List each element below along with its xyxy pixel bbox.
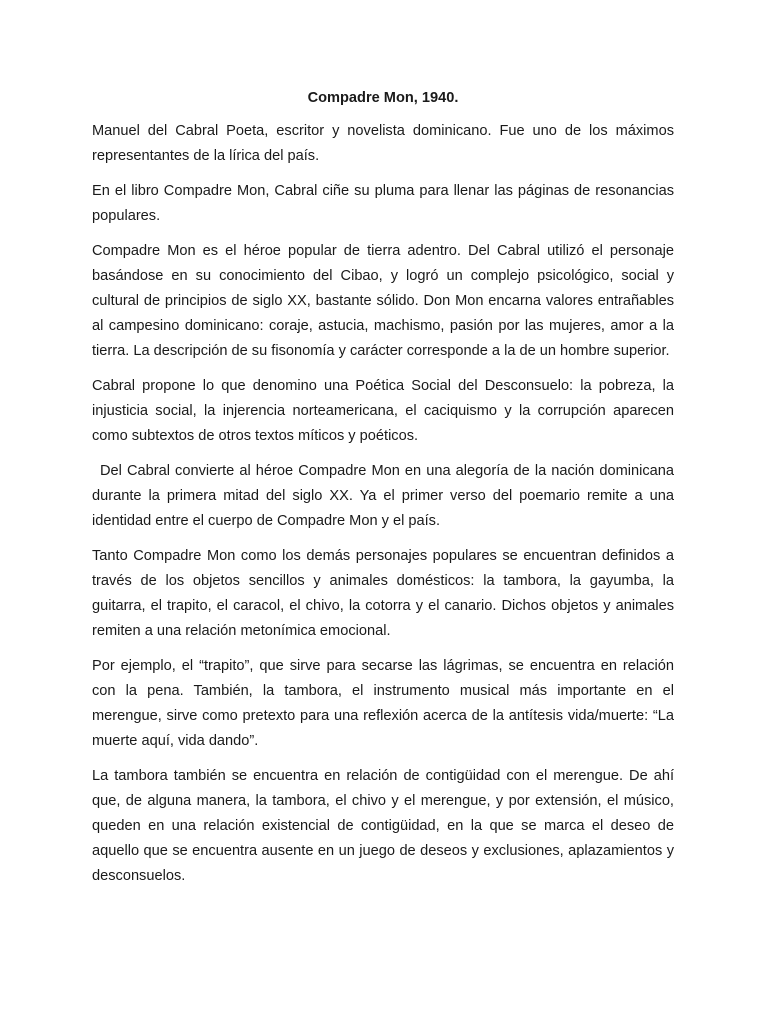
paragraph-6: Tanto Compadre Mon como los demás personajes populares se encuentran definidos a través de los objetos sencillos y animales domésticos: la tambora, la gayumba, la guitarra, el trapito, el caracol, el chivo, la cotorra y el canario. Dichos objetos y animales remiten a una relación metonímica emocional. <box>92 548 674 639</box>
paragraph-7: Por ejemplo, el “trapito”, que sirve para secarse las lágrimas, se encuentra en relación con la pena. También, la tambora, el instrumento musical más importante en el merengue, sirve como pretexto para una reflexión acerca de la antítesis vida/muerte: “La muerte aquí, vida dando”. <box>92 658 674 749</box>
paragraph-2: En el libro Compadre Mon, Cabral ciñe su pluma para llenar las páginas de resonancias populares. <box>92 183 674 224</box>
paragraph-4: Cabral propone lo que denomino una Poética Social del Desconsuelo: la pobreza, la injusticia social, la injerencia norteamericana, el caciquismo y la corrupción aparecen como subtextos de otros textos míticos y poéticos. <box>92 378 674 444</box>
paragraph-1: Manuel del Cabral Poeta, escritor y novelista dominicano. Fue uno de los máximos representantes de la lírica del país. <box>92 123 674 164</box>
paragraph-3: Compadre Mon es el héroe popular de tierra adentro. Del Cabral utilizó el personaje basándose en su conocimiento del Cibao, y logró un complejo psicológico, social y cultural de principios de siglo XX, bastante sólido. Don Mon encarna valores entrañables al campesino dominicano: coraje, astucia, machismo, pasión por las mujeres, amor a la tierra. La descripción de su fisonomía y carácter corresponde a la de un hombre superior. <box>92 243 674 359</box>
document-title: Compadre Mon, 1940. <box>307 90 459 106</box>
paragraph-5: Del Cabral convierte al héroe Compadre Mon en una alegoría de la nación dominicana durante la primera mitad del siglo XX. Ya el primer verso del poemario remite a una identidad entre el cuerpo de Compadre Mon y el país. <box>92 463 674 529</box>
paragraph-8: La tambora también se encuentra en relación de contigüidad con el merengue. De ahí que, de alguna manera, la tambora, el chivo y el merengue, y por extensión, el músico, queden en una relación existencial de contigüidad, en la que se marca el deseo de aquello que se encuentra ausente en un juego de deseos y exclusiones, aplazamientos y desconsuelos. <box>92 768 674 884</box>
document-page <box>92 86 674 899</box>
